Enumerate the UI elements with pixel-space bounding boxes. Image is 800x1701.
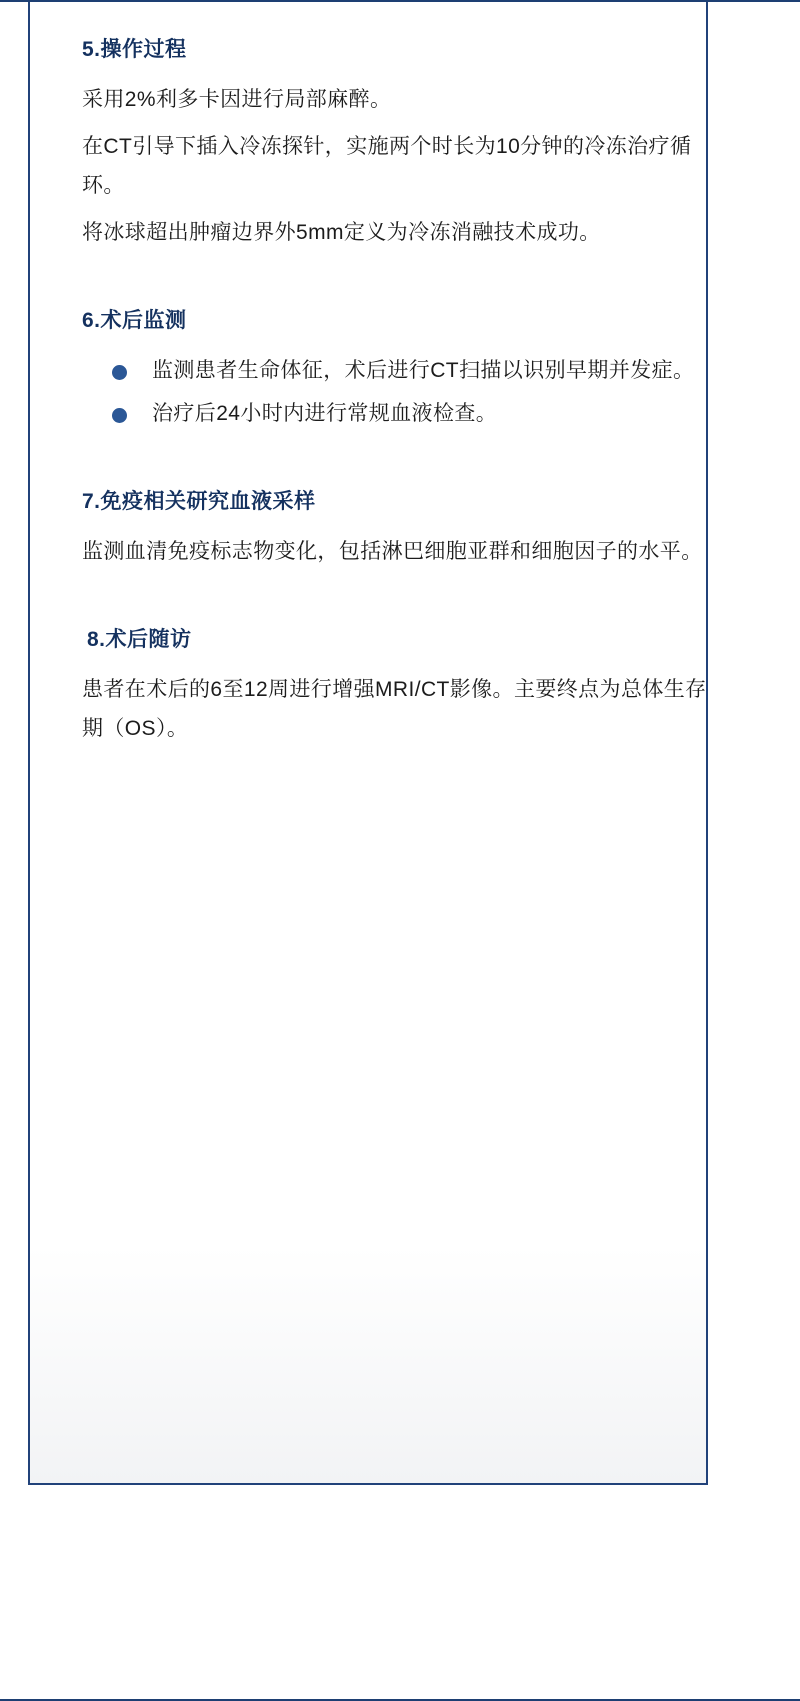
paragraph: 患者在术后的6至12周进行增强MRI/CT影像。主要终点为总体生存期（OS）。 bbox=[82, 678, 707, 740]
list-item-label: 治疗后24小时内进行常规血液检查。 bbox=[152, 401, 498, 425]
section-postoperative-monitoring bbox=[82, 307, 712, 434]
bullet-dot-icon bbox=[112, 365, 127, 380]
section-title-immune-blood-sampling: 7.免疫相关研究血液采样 bbox=[82, 489, 316, 513]
list-item bbox=[112, 395, 712, 434]
section-immune-blood-sampling bbox=[82, 488, 712, 572]
list-item bbox=[112, 352, 712, 391]
section-follow-up bbox=[82, 626, 712, 749]
section-title-follow-up: 8.术后随访 bbox=[87, 627, 192, 651]
bullet-dot-icon bbox=[112, 408, 127, 423]
paragraph: 采用2%利多卡因进行局部麻醉。 bbox=[82, 88, 392, 112]
paragraph: 在CT引导下插入冷冻探针，实施两个时长为10分钟的冷冻治疗循环。 bbox=[82, 135, 692, 197]
section-procedure bbox=[82, 36, 712, 253]
list-item-label: 监测患者生命体征，术后进行CT扫描以识别早期并发症。 bbox=[152, 358, 695, 382]
paragraph: 将冰球超出肿瘤边界外5mm定义为冷冻消融技术成功。 bbox=[82, 220, 601, 244]
document-body bbox=[82, 36, 712, 797]
paragraph: 监测血清免疫标志物变化，包括淋巴细胞亚群和细胞因子的水平。 bbox=[82, 539, 703, 563]
bullet-list bbox=[82, 352, 712, 434]
content-card bbox=[28, 2, 708, 1485]
section-title-postoperative-monitoring: 6.术后监测 bbox=[82, 308, 187, 332]
section-title-procedure: 5.操作过程 bbox=[82, 38, 187, 61]
